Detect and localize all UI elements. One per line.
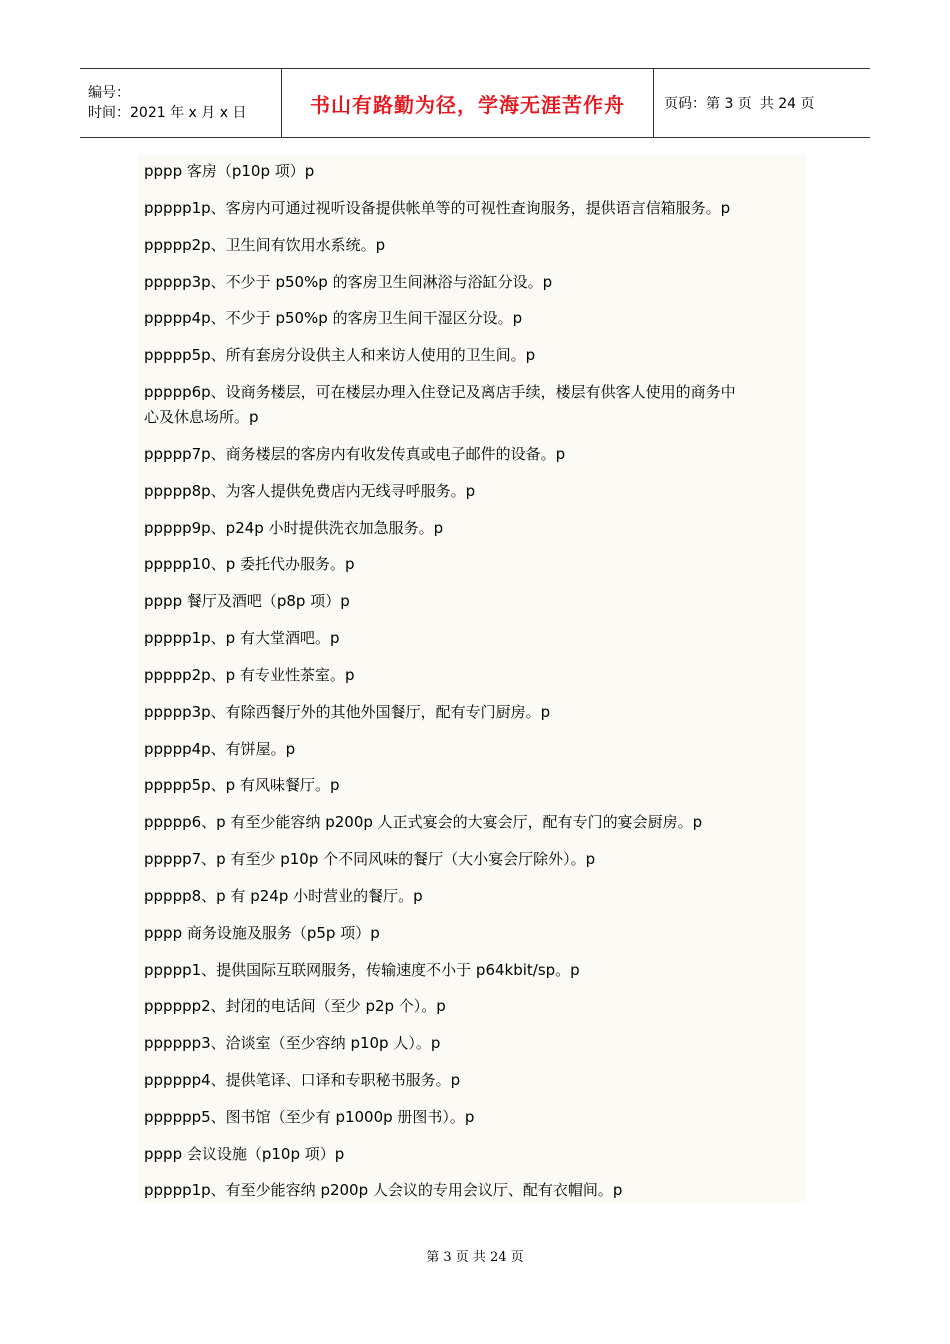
text-line: ppppp4p、有饼屋。p bbox=[144, 740, 296, 758]
page-footer: 第 3 页 共 24 页 bbox=[426, 1250, 524, 1265]
text-line: pppppp5、图书馆（至少有 p1000p 册图书）。p bbox=[144, 1108, 475, 1126]
text-line: ppppp1p、有至少能容纳 p200p 人会议的专用会议厅、配有衣帽间。p bbox=[144, 1181, 623, 1199]
page-number-label: 页码：第 3 页 bbox=[664, 96, 752, 112]
text-line: pppppp2、封闭的电话间（至少 p2p 个）。p bbox=[144, 997, 446, 1015]
text-line: ppppp6、p 有至少能容纳 p200p 人正式宴会的大宴会厅，配有专门的宴会厨房。p bbox=[144, 813, 703, 831]
text-line: ppppp5p、p 有风味餐厅。p bbox=[144, 776, 340, 794]
page-total-label: 共 24 页 bbox=[759, 96, 815, 112]
text-line: pppppp3、洽谈室（至少容纳 p10p 人）。p bbox=[144, 1034, 441, 1052]
text-line: ppppp2p、卫生间有饮用水系统。p bbox=[144, 236, 386, 254]
text-line: ppppp3p、不少于 p50%p 的客房卫生间淋浴与浴缸分设。p bbox=[144, 273, 553, 291]
text-line: ppppp8、p 有 p24p 小时营业的餐厅。p bbox=[144, 887, 423, 905]
text-line: ppppp6p、设商务楼层，可在楼层办理入住登记及离店手续，楼层有供客人使用的商务中 bbox=[144, 383, 736, 401]
text-line: ppppp1p、p 有大堂酒吧。p bbox=[144, 629, 340, 647]
section-heading: pppp 商务设施及服务（p5p 项）p bbox=[144, 924, 380, 942]
document-body bbox=[138, 155, 806, 1203]
section-heading: pppp 会议设施（p10p 项）p bbox=[144, 1145, 345, 1163]
text-line: ppppp7p、商务楼层的客房内有收发传真或电子邮件的设备。p bbox=[144, 445, 566, 463]
text-line: ppppp9p、p24p 小时提供洗衣加急服务。p bbox=[144, 519, 444, 537]
text-line: ppppp5p、所有套房分设供主人和来访人使用的卫生间。p bbox=[144, 346, 536, 364]
document-date-label: 时间：2021 年 x 月 x 日 bbox=[88, 105, 247, 121]
text-line: pppp 客房（p10p 项）p bbox=[144, 162, 315, 180]
header-motto: 书山有路勤为径，学海无涯苦作舟 bbox=[310, 92, 625, 117]
section-heading: pppp 餐厅及酒吧（p8p 项）p bbox=[144, 592, 350, 610]
text-line: ppppp2p、p 有专业性茶室。p bbox=[144, 666, 355, 684]
text-line: ppppp1p、客房内可通过视听设备提供帐单等的可视性查询服务，提供语言信箱服务。p bbox=[144, 199, 731, 217]
text-line: ppppp8p、为客人提供免费店内无线寻呼服务。p bbox=[144, 482, 476, 500]
text-line: 心及休息场所。p bbox=[144, 408, 259, 426]
text-line: pppppp4、提供笔译、口译和专职秘书服务。p bbox=[144, 1071, 461, 1089]
text-line: ppppp3p、有除西餐厅外的其他外国餐厅，配有专门厨房。p bbox=[144, 703, 551, 721]
text-line: ppppp1、提供国际互联网服务，传输速度不小于 p64kbit/sp。p bbox=[144, 961, 580, 979]
text-line: ppppp10、p 委托代办服务。p bbox=[144, 555, 355, 573]
header-meta bbox=[80, 69, 282, 137]
text-line: ppppp7、p 有至少 p10p 个不同风味的餐厅（大小宴会厅除外）。p bbox=[144, 850, 596, 868]
document-number-label: 编号： bbox=[88, 85, 130, 101]
page-header bbox=[80, 68, 870, 138]
header-page-info bbox=[654, 69, 870, 137]
header-motto-cell bbox=[282, 69, 654, 137]
text-line: ppppp4p、不少于 p50%p 的客房卫生间干湿区分设。p bbox=[144, 309, 523, 327]
